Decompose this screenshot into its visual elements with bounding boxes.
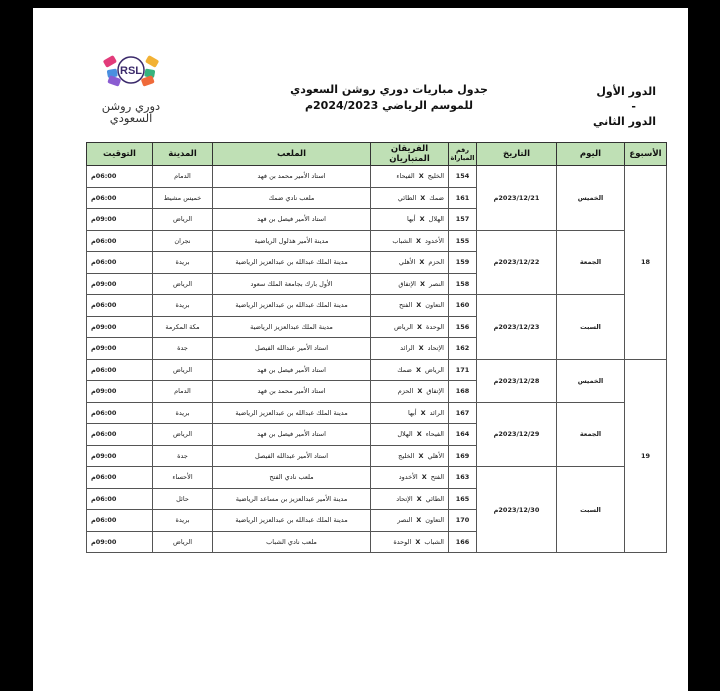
match-number: 158 [449, 273, 477, 295]
city-name: الرياض [153, 424, 213, 446]
home-team: الإتفاق [426, 387, 444, 396]
home-team: الشباب [424, 537, 444, 546]
match-teams [371, 295, 449, 317]
city-name: الرياض [153, 209, 213, 231]
stadium-name: استاد الأمير عبدالله الفيصل [213, 445, 371, 467]
vs-mark: X [416, 516, 422, 525]
city-name: نجران [153, 230, 213, 252]
kickoff-time: 06:00م [87, 402, 153, 424]
city-name: الأحساء [153, 467, 213, 489]
city-name: الدمام [153, 166, 213, 188]
home-team: التعاون [425, 516, 444, 525]
day-name: الخميس [557, 166, 625, 231]
header-stadium: الملعب [213, 143, 371, 166]
vs-mark: X [415, 365, 421, 374]
city-name: بريدة [153, 510, 213, 532]
match-number: 164 [449, 424, 477, 446]
league-name: دوري روشن السعودي [101, 99, 161, 125]
round-second: الدور الثاني [592, 115, 656, 128]
match-date: 2023/12/22م [477, 230, 557, 295]
header-day: اليوم [557, 143, 625, 166]
match-number: 159 [449, 252, 477, 274]
home-team: الخليج [427, 172, 444, 181]
kickoff-time: 06:00م [87, 510, 153, 532]
kickoff-time: 09:00م [87, 445, 153, 467]
match-number: 156 [449, 316, 477, 338]
away-team: الرائد [400, 344, 415, 353]
kickoff-time: 06:00م [87, 166, 153, 188]
vs-mark: X [418, 344, 424, 353]
match-teams [371, 488, 449, 510]
match-date: 2023/12/29م [477, 402, 557, 467]
vs-mark: X [418, 172, 424, 181]
home-team: الهلال [428, 215, 444, 224]
kickoff-time: 06:00م [87, 424, 153, 446]
match-number: 169 [449, 445, 477, 467]
city-name: حائل [153, 488, 213, 510]
match-number: 163 [449, 467, 477, 489]
match-date: 2023/12/23م [477, 295, 557, 360]
kickoff-time: 09:00م [87, 381, 153, 403]
away-team: أبها [407, 408, 417, 417]
kickoff-time: 09:00م [87, 338, 153, 360]
match-date: 2023/12/28م [477, 359, 557, 402]
away-team: الرياض [393, 322, 413, 331]
match-teams [371, 338, 449, 360]
stadium-name: ملعب نادي الشباب [213, 531, 371, 553]
stadium-name: استاد الأمير فيصل بن فهد [213, 359, 371, 381]
home-team: الأخدود [425, 236, 444, 245]
match-number: 154 [449, 166, 477, 188]
stadium-name: مدينة الملك عبدالله بن عبدالعزيز الرياضية [213, 510, 371, 532]
stadium-name: استاد الأمير فيصل بن فهد [213, 209, 371, 231]
city-name: خميس مشيط [153, 187, 213, 209]
away-team: الشباب [392, 236, 412, 245]
away-team: الوحدة [393, 537, 412, 546]
home-team: الحزم [428, 258, 444, 267]
match-teams [371, 230, 449, 252]
schedule-table [86, 142, 667, 553]
match-teams [371, 273, 449, 295]
home-team: الرياض [424, 365, 444, 374]
city-name: الرياض [153, 531, 213, 553]
vs-mark: X [421, 473, 427, 482]
table-row [87, 402, 667, 424]
away-team: الأخدود [398, 473, 418, 482]
stadium-name: الأول بارك بجامعة الملك سعود [213, 273, 371, 295]
stadium-name: ملعب نادي ضمك [213, 187, 371, 209]
rounds-label [536, 84, 656, 129]
week-number: 19 [625, 359, 667, 553]
vs-mark: X [418, 451, 424, 460]
stadium-name: مدينة الملك عبدالله بن عبدالعزيز الرياضية [213, 402, 371, 424]
home-team: الأهلي [427, 451, 444, 460]
away-team: ضمك [397, 365, 412, 374]
city-name: بريدة [153, 402, 213, 424]
vs-mark: X [419, 258, 425, 267]
match-teams [371, 445, 449, 467]
stadium-name: مدينة الملك عبدالعزيز الرياضية [213, 316, 371, 338]
kickoff-time: 09:00م [87, 316, 153, 338]
away-team: النصر [397, 516, 413, 525]
kickoff-time: 06:00م [87, 187, 153, 209]
match-teams [371, 424, 449, 446]
home-team: الوحدة [426, 322, 444, 331]
match-number: 161 [449, 187, 477, 209]
home-team: الإتحاد [427, 344, 444, 353]
header-week: الأسبوع [625, 143, 667, 166]
kickoff-time: 09:00م [87, 273, 153, 295]
match-teams [371, 316, 449, 338]
table-row [87, 295, 667, 317]
kickoff-time: 06:00م [87, 467, 153, 489]
vs-mark: X [416, 236, 422, 245]
header-time: التوقيت [87, 143, 153, 166]
city-name: الرياض [153, 359, 213, 381]
away-team: الفتح [398, 301, 413, 310]
city-name: الدمام [153, 381, 213, 403]
city-name: بريدة [153, 252, 213, 274]
away-team: الطائي [397, 193, 417, 202]
home-team: الطائي [425, 494, 444, 503]
round-first: الدور الأول [596, 85, 656, 98]
vs-mark: X [420, 193, 426, 202]
away-team: الهلال [397, 430, 413, 439]
league-logo [91, 42, 171, 132]
city-name: مكة المكرمة [153, 316, 213, 338]
vs-mark: X [420, 279, 426, 288]
vs-mark: X [419, 215, 425, 224]
week-number: 18 [625, 166, 667, 360]
city-name: جدة [153, 445, 213, 467]
match-number: 162 [449, 338, 477, 360]
away-team: الإتفاق [398, 279, 416, 288]
stadium-name: مدينة الملك عبدالله بن عبدالعزيز الرياضية [213, 295, 371, 317]
day-name: السبت [557, 467, 625, 553]
stadium-name: استاد الأمير عبدالله الفيصل [213, 338, 371, 360]
header-match-no: رقم المباراة [449, 143, 477, 166]
header-date: التاريخ [477, 143, 557, 166]
stadium-name: مدينة الأمير هذلول الرياضية [213, 230, 371, 252]
vs-mark: X [417, 387, 423, 396]
vs-mark: X [417, 322, 423, 331]
city-name: بريدة [153, 295, 213, 317]
match-teams [371, 467, 449, 489]
stadium-name: مدينة الأمير عبدالعزيز بن مساعد الرياضية [213, 488, 371, 510]
match-date: 2023/12/30م [477, 467, 557, 553]
match-teams [371, 252, 449, 274]
home-team: الفيحاء [425, 430, 444, 439]
table-row [87, 467, 667, 489]
vs-mark: X [416, 494, 422, 503]
kickoff-time: 06:00م [87, 488, 153, 510]
table-row [87, 166, 667, 188]
stadium-name: استاد الأمير محمد بن فهد [213, 381, 371, 403]
city-name: الرياض [153, 273, 213, 295]
match-number: 167 [449, 402, 477, 424]
home-team: الرائد [429, 408, 444, 417]
page-title [282, 82, 496, 114]
header-city: المدينة [153, 143, 213, 166]
round-dash: - [631, 100, 636, 113]
table-row [87, 230, 667, 252]
table-header-row [87, 143, 667, 166]
table-row [87, 359, 667, 381]
match-number: 160 [449, 295, 477, 317]
away-team: الفيحاء [396, 172, 415, 181]
kickoff-time: 06:00م [87, 252, 153, 274]
home-team: النصر [429, 279, 444, 288]
vs-mark: X [415, 537, 421, 546]
away-team: الحزم [397, 387, 414, 396]
day-name: السبت [557, 295, 625, 360]
away-team: الخليج [398, 451, 415, 460]
header-teams: الفريقان المتباريان [371, 143, 449, 166]
match-teams [371, 402, 449, 424]
match-number: 157 [449, 209, 477, 231]
kickoff-time: 06:00م [87, 359, 153, 381]
match-teams [371, 166, 449, 188]
match-date: 2023/12/21م [477, 166, 557, 231]
title-line1: جدول مباريات دوري روشن السعودي [290, 83, 488, 96]
kickoff-time: 06:00م [87, 295, 153, 317]
match-number: 168 [449, 381, 477, 403]
vs-mark: X [416, 301, 422, 310]
match-teams [371, 510, 449, 532]
day-name: الخميس [557, 359, 625, 402]
match-teams [371, 381, 449, 403]
match-teams [371, 187, 449, 209]
away-team: الإتحاد [396, 494, 413, 503]
vs-mark: X [420, 408, 426, 417]
match-number: 171 [449, 359, 477, 381]
match-teams [371, 359, 449, 381]
match-number: 166 [449, 531, 477, 553]
home-team: التعاون [425, 301, 444, 310]
stadium-name: ملعب نادي الفتح [213, 467, 371, 489]
away-team: أبها [407, 215, 416, 224]
svg-text:RSL: RSL [120, 65, 142, 77]
stadium-name: استاد الأمير محمد بن فهد [213, 166, 371, 188]
rsl-logo-icon [103, 42, 159, 98]
stadium-name: استاد الأمير فيصل بن فهد [213, 424, 371, 446]
vs-mark: X [416, 430, 422, 439]
home-team: الفتح [430, 473, 444, 482]
match-number: 170 [449, 510, 477, 532]
day-name: الجمعة [557, 402, 625, 467]
match-number: 165 [449, 488, 477, 510]
away-team: الأهلي [398, 258, 416, 267]
match-teams [371, 531, 449, 553]
stadium-name: مدينة الملك عبدالله بن عبدالعزيز الرياضية [213, 252, 371, 274]
match-teams [371, 209, 449, 231]
title-line2: للموسم الرياضي 2024/2023م [304, 99, 474, 112]
match-number: 155 [449, 230, 477, 252]
kickoff-time: 09:00م [87, 531, 153, 553]
kickoff-time: 09:00م [87, 209, 153, 231]
kickoff-time: 06:00م [87, 230, 153, 252]
city-name: جدة [153, 338, 213, 360]
home-team: ضمك [429, 193, 444, 202]
day-name: الجمعة [557, 230, 625, 295]
